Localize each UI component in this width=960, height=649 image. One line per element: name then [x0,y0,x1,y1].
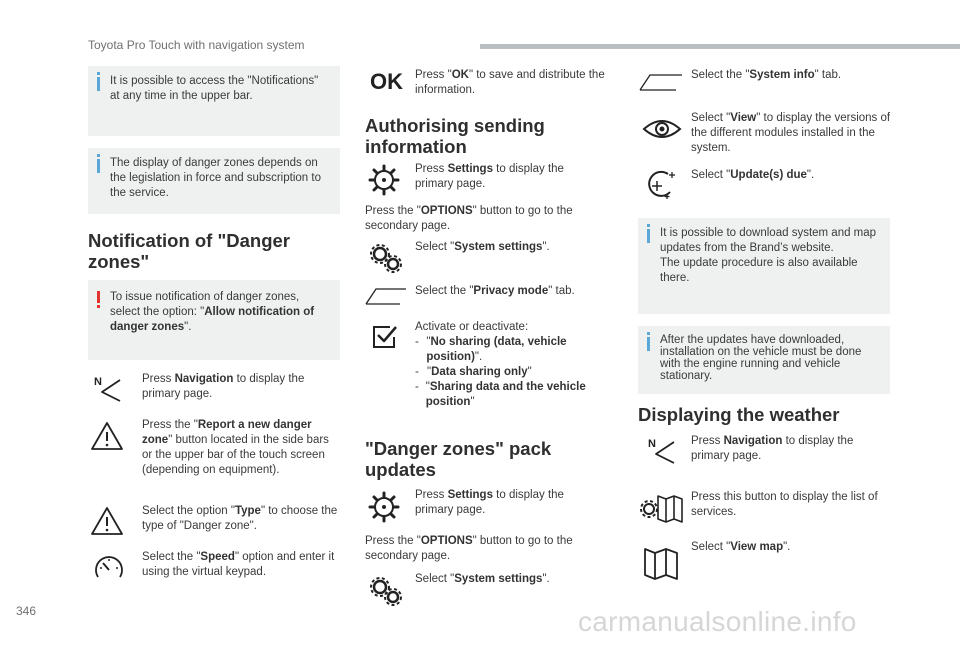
navigation-icon [92,374,126,404]
step-report-danger-zone [142,418,342,478]
settings-gear-icon [368,164,400,196]
step-select-system-settings-2 [415,572,595,587]
page-number: 346 [16,604,37,618]
note-text: After the updates have downloaded, installation on the vehicle must be done with the engine running and vehicle stationary. [660,334,862,382]
checkbox-icon [370,323,398,351]
eye-icon [642,116,682,142]
bold-text: Data sharing only [431,366,528,378]
running-header: Toyota Pro Touch with navigation system [88,38,305,52]
info-icon [647,229,650,243]
text: Press [142,373,175,385]
text: to display the primary page. [415,489,564,516]
info-note-notifications [88,66,340,136]
step-press-settings [415,162,595,192]
text: Press the " [365,535,421,547]
text: Select " [691,541,731,553]
text: ". [474,351,483,363]
step-press-options-2 [365,534,605,564]
step-activate-deactivate [415,320,615,410]
text: " to display the versions of the different modules installed in the system. [691,112,891,154]
watermark: carmanualsonline.info [578,606,857,637]
map-icon [642,544,680,582]
info-icon [97,77,100,91]
list-item [415,380,615,410]
text: Press the " [365,205,421,217]
text: to display the primary page. [415,163,564,190]
services-map-icon [640,492,684,526]
text: " [426,336,431,348]
text: ". [184,321,192,333]
step-select-system-settings [415,240,595,255]
info-note-legislation [88,148,340,214]
navigation-icon [646,436,680,466]
text: " option and enter it using the virtual keypad. [142,551,335,578]
text: Press this button to display the list of services. [691,491,878,518]
text: Select the " [142,551,201,563]
text: Press [691,435,724,447]
text: " button located in the side bars or the upper bar of the touch screen (depending on equipment). [142,434,329,476]
step-ok [415,68,615,98]
heading-displaying-weather: Displaying the weather [638,404,840,425]
bold-text: Navigation [723,435,783,447]
text: Select " [415,573,455,585]
text: To issue notification of danger zones, select the option: " [110,291,300,318]
text: " [427,366,432,378]
text: Press [415,489,448,501]
text: Select " [691,112,731,124]
text: to display the primary page. [691,435,854,462]
bold-text: Speed [200,551,235,563]
bold-text: No sharing (data, vehicle position) [426,336,567,363]
bold-text: OK [451,69,469,81]
text: Press [415,163,448,175]
note-text: It is possible to access the "Notifications" at any time in the upper bar. [110,75,319,102]
step-services-list [691,490,891,520]
info-icon [647,337,650,351]
tab-icon [638,72,684,92]
bold-text: Privacy mode [473,285,549,297]
warning-icon [97,291,100,303]
text: Select the " [691,69,750,81]
update-icon [642,168,682,200]
text: Press the " [142,419,198,431]
warning-triangle-icon [90,420,124,452]
svg-text:N: N [94,376,102,388]
note-text: It is possible to download system and map updates from the Brand’s website. [660,227,877,254]
heading-danger-zones-updates: "Danger zones" pack updates [365,438,552,480]
text: to display the primary page. [142,373,305,400]
step-select-type [142,504,342,534]
heading-authorising-sending: Authorising sending information [365,115,545,157]
step-updates-due [691,168,891,183]
text: Select " [691,169,731,181]
system-settings-gears-icon [368,575,404,607]
text: " [425,381,430,393]
text: Press " [415,69,452,81]
bold-text: System settings [454,241,543,253]
text: Select the option " [142,505,235,517]
step-navigation [142,372,342,402]
bold-text: Sharing data and the vehicle position [425,381,586,408]
list-item [415,335,615,365]
bold-text: OPTIONS [420,535,473,547]
bold-text: OPTIONS [420,205,473,217]
text: ". [542,573,550,585]
svg-text:N: N [648,438,656,450]
step-privacy-mode-tab [415,284,605,299]
step-select-speed [142,550,342,580]
ok-icon: OK [370,69,403,94]
text: " to choose the type of "Danger zone". [142,505,338,532]
note-text: The display of danger zones depends on the legislation in force and subscription to the service. [110,157,321,199]
heading-notification-danger-zones: Notification of "Danger zones" [88,230,290,272]
step-system-info-tab [691,68,891,83]
warning-note [88,280,340,360]
bold-text: Allow notification of danger zones [110,306,315,333]
text: " tab. [814,69,842,81]
dash: - [415,381,419,393]
tab-icon [364,286,408,306]
info-icon [97,159,100,173]
text: " [470,396,475,408]
note-text: The update procedure is also available there. [660,257,858,284]
dash: - [415,336,419,348]
step-press-options [365,204,605,234]
text: ". [783,541,791,553]
text: " to save and distribute the information. [415,69,605,96]
bold-text: Report a new danger zone [142,419,312,446]
system-settings-gears-icon [368,242,404,274]
text: Select " [415,241,455,253]
list-item [415,365,615,380]
bold-text: View [730,112,757,124]
text: " [527,366,532,378]
bold-text: Navigation [174,373,234,385]
settings-gear-icon [368,491,400,523]
step-view-versions [691,111,891,156]
bold-text: System settings [454,573,543,585]
bold-text: Settings [447,163,493,175]
bold-text: System info [749,69,815,81]
bold-text: View map [730,541,784,553]
text: Activate or deactivate: [415,321,529,333]
step-view-map [691,540,891,555]
info-note-download-updates [638,218,890,314]
step-weather-navigation [691,434,891,464]
bold-text: Update(s) due [730,169,807,181]
text: Select the " [415,285,474,297]
text: " button to go to the secondary page. [365,535,573,562]
text: ". [806,169,815,181]
header-bar [480,44,960,49]
text: ". [542,241,550,253]
bold-text: Settings [447,489,493,501]
warning-triangle-icon [90,505,124,537]
speedometer-icon [92,552,126,584]
bold-text: Type [234,505,261,517]
step-press-settings-2 [415,488,595,518]
text: " button to go to the secondary page. [365,205,573,232]
text: " tab. [548,285,575,297]
dash: - [415,366,419,378]
info-note-installation [638,326,890,394]
